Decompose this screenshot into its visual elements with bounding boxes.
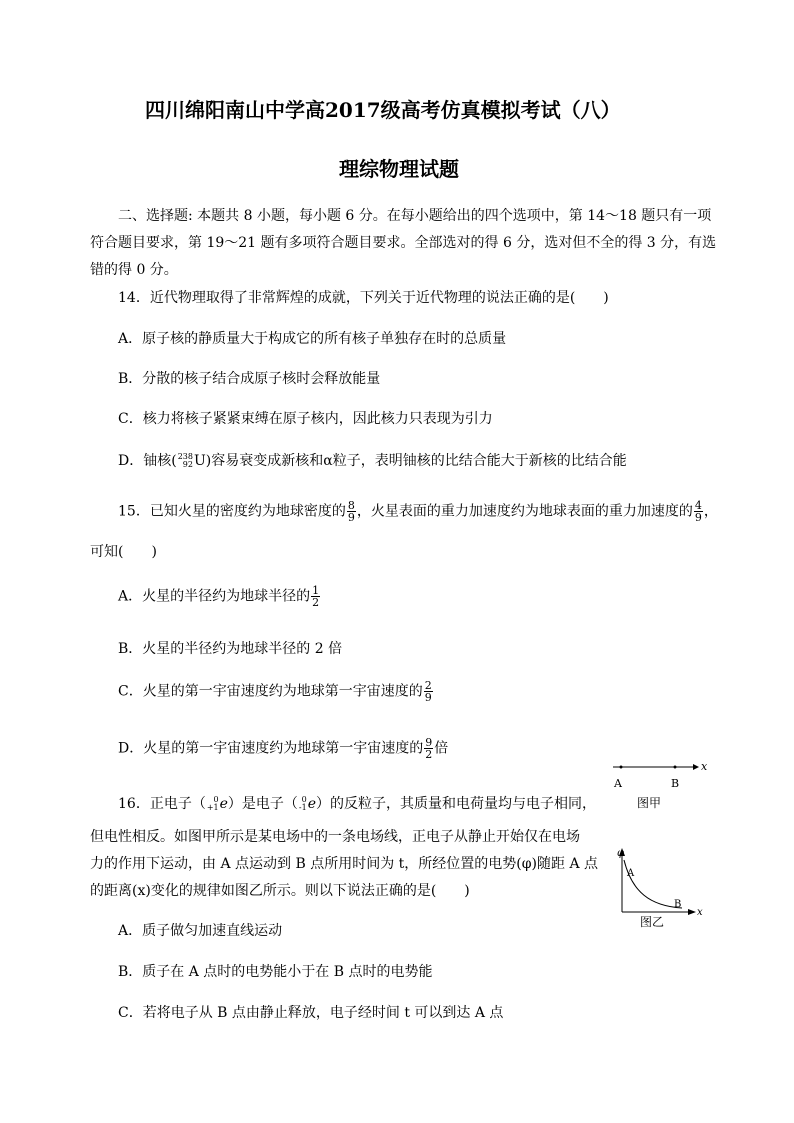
q15-a-fraction bbox=[311, 585, 320, 608]
q15-stem-mid: ，火星表面的重力加速度约为地球表面的重力加速度的 bbox=[356, 503, 693, 520]
q16-line-3: 力的作用下运动，由 A 点运动到 B 点所用时间为 t，所经位置的电势(φ)随距 A 点 bbox=[90, 856, 599, 872]
fraction-numerator: 1 bbox=[312, 584, 320, 597]
point-a-dot bbox=[620, 766, 623, 769]
positron-charge-number: +1 bbox=[206, 803, 219, 812]
instructions-line-1: 二、选择题: 本题共 8 小题，每小题 6 分。在每小题给出的四个选项中，第 14～18 题只有一项 bbox=[118, 208, 712, 224]
point-b-dot bbox=[674, 766, 677, 769]
q15-option-d bbox=[118, 737, 448, 760]
point-b-label: B bbox=[671, 777, 680, 790]
q15-d-fraction bbox=[424, 737, 433, 760]
curve-point-a-label: A bbox=[627, 868, 635, 879]
curve-point-b-label: B bbox=[674, 899, 682, 910]
q14-stem: 14．近代物理取得了非常辉煌的成就，下列关于近代物理的说法正确的是( ) bbox=[118, 290, 609, 306]
q15-stem-end: ， bbox=[703, 503, 718, 520]
positron-nuclide bbox=[207, 796, 219, 812]
q16-option-a: A．质子做匀加速直线运动 bbox=[118, 923, 283, 939]
q15-fraction-2 bbox=[694, 500, 703, 523]
field-arrow-icon bbox=[693, 764, 699, 770]
uranium-nuclide bbox=[178, 453, 193, 469]
fraction-numerator: 9 bbox=[425, 736, 433, 749]
page-subtitle: 理综物理试题 bbox=[339, 157, 459, 181]
q15-option-c bbox=[118, 680, 434, 703]
q16-option-c: C．若将电子从 B 点由静止释放，电子经时间 t 可以到达 A 点 bbox=[118, 1005, 504, 1021]
figure-jia-caption: 图甲 bbox=[637, 796, 662, 810]
q15-c-fraction bbox=[424, 680, 433, 703]
q15-option-b: B．火星的半径约为地球半径的 2 倍 bbox=[118, 641, 343, 657]
q15-d-post: 倍 bbox=[434, 740, 449, 757]
q15-stem bbox=[118, 500, 718, 523]
uranium-symbol: U bbox=[193, 453, 206, 469]
q15-option-a bbox=[118, 585, 321, 608]
positron-symbol: e bbox=[219, 796, 228, 812]
q14-d-post: )容易衰变成新核和α粒子，表明铀核的比结合能大于新核的比结合能 bbox=[205, 453, 627, 469]
q16-line-1 bbox=[118, 793, 596, 813]
electron-symbol: e bbox=[307, 796, 317, 812]
axis-x-label: x bbox=[697, 907, 703, 918]
electron-nuclide bbox=[299, 796, 307, 812]
fraction-numerator: 4 bbox=[694, 499, 702, 512]
axis-x-label: x bbox=[701, 760, 708, 773]
fraction-denominator: 9 bbox=[347, 511, 355, 524]
uranium-mass-number: 238 bbox=[177, 452, 193, 461]
fraction-denominator: 9 bbox=[424, 691, 432, 704]
fraction-denominator: 2 bbox=[425, 748, 433, 761]
q15-c-pre: C．火星的第一宇宙速度约为地球第一宇宙速度的 bbox=[118, 683, 423, 700]
figure-jia bbox=[605, 755, 715, 815]
point-a-label: A bbox=[614, 777, 622, 790]
q15-stem-pre: 15．已知火星的密度约为地球密度的 bbox=[118, 503, 346, 520]
q15-a-pre: A．火星的半径约为地球半径的 bbox=[118, 588, 311, 605]
q16-l1-post: ）的反粒子，其质量和电荷量均与电子相同， bbox=[316, 796, 597, 812]
figure-yi-caption: 图乙 bbox=[640, 915, 665, 929]
q14-option-b: B．分散的核子结合成原子核时会释放能量 bbox=[118, 371, 381, 387]
fraction-denominator: 9 bbox=[694, 511, 702, 524]
uranium-charge-number: 92 bbox=[182, 460, 193, 469]
q16-option-b: B．质子在 A 点时的电势能小于在 B 点时的电势能 bbox=[118, 964, 433, 980]
q14-d-pre: D．铀核( bbox=[118, 453, 177, 469]
figure-yi bbox=[610, 842, 710, 932]
q15-d-pre: D．火星的第一宇宙速度约为地球第一宇宙速度的 bbox=[118, 740, 424, 757]
page-title: 四川绵阳南山中学高2017级高考仿真模拟考试（八） bbox=[145, 98, 621, 122]
electron-mass-number: 0 bbox=[301, 795, 307, 804]
q16-l1-pre: 16．正电子（ bbox=[118, 796, 206, 812]
fraction-denominator: 2 bbox=[312, 596, 320, 609]
positron-mass-number: 0 bbox=[213, 795, 219, 804]
instructions-line-3: 错的得 0 分。 bbox=[90, 262, 178, 278]
q16-line-2: 但电性相反。如图甲所示是某电场中的一条电场线，正电子从静止开始仅在电场 bbox=[90, 829, 580, 845]
fraction-numerator: 8 bbox=[347, 499, 355, 512]
q16-l1-mid: ）是电子（ bbox=[227, 796, 298, 812]
q14-option-a: A．原子核的静质量大于构成它的所有核子单独存在时的总质量 bbox=[118, 331, 507, 347]
q14-option-c: C．核力将核子紧紧束缚在原子核内，因此核力只表现为引力 bbox=[118, 411, 493, 427]
q15-fraction-1 bbox=[347, 500, 356, 523]
x-axis-arrow-icon bbox=[688, 909, 696, 915]
q16-line-4: 的距离(x)变化的规律如图乙所示。则以下说法正确的是( ) bbox=[90, 883, 470, 899]
axis-phi-label: φ bbox=[617, 848, 625, 859]
q15-stem-line-2: 可知( ) bbox=[90, 544, 157, 560]
fraction-numerator: 2 bbox=[424, 679, 432, 692]
electron-charge-number: -1 bbox=[298, 803, 307, 812]
instructions-line-2: 符合题目要求，第 19～21 题有多项符合题目要求。全部选对的得 6 分，选对但不全的得 3 分，有选 bbox=[90, 235, 717, 251]
q14-option-d bbox=[118, 450, 627, 470]
